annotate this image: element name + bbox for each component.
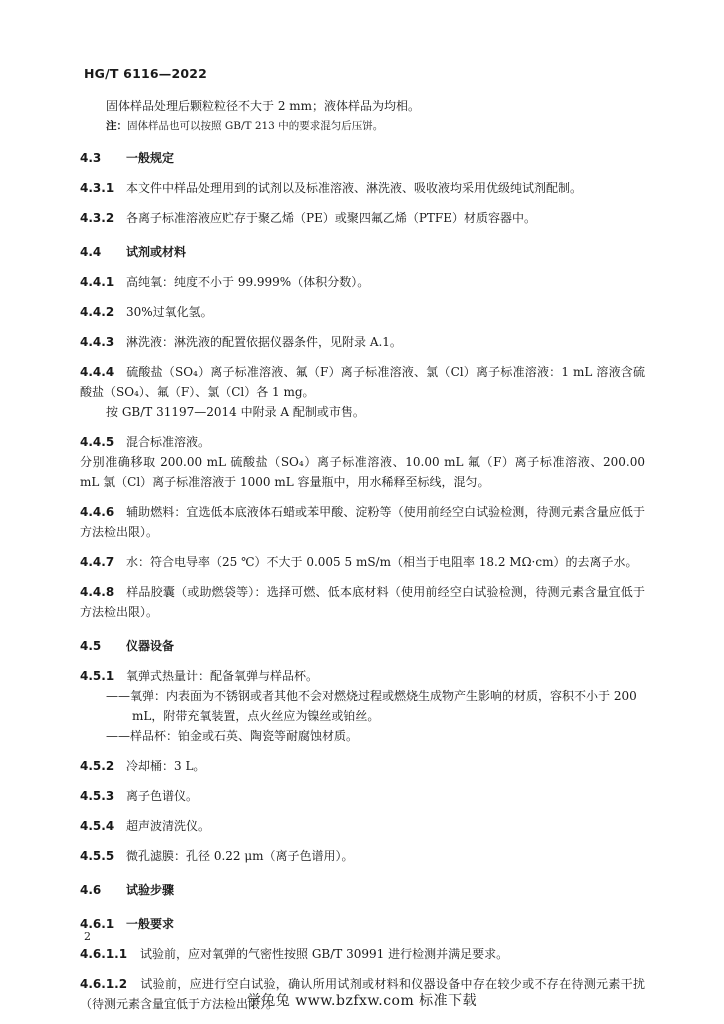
clause: 4.6.1.1 试验前，应对氧弹的气密性按照 GB/T 30991 进行检测并满足要求。 [80,947,509,961]
clause: 4.5.2 冷却桶：3 L。 [80,759,206,773]
clause: 4.5.3 离子色谱仪。 [80,789,199,803]
standard-code: HG/T 6116—2022 [84,66,208,81]
clause: 4.3.1 本文件中样品处理用到的试剂以及标准溶液、淋洗液、吸收液均采用优级纯试剂配制。 [80,181,583,195]
clause: 4.4.2 30%过氧化氢。 [80,305,213,319]
footer-watermark: 学兔兔 www.bzfxw.com 标准下载 [246,993,478,1009]
section-heading: 4.5 仪器设备 [80,639,175,653]
intro-line: 固体样品处理后颗粒粒径不大于 2 mm；液体样品为均相。 [106,99,421,113]
clause: 4.4.8 样品胶囊（或助燃袋等）：选择可燃、低本底材料（使用前经空白试验检测，待测元素含量宜低于方法检出限）。 [80,585,645,619]
note-label: 注： [106,120,127,132]
clause: 4.5.4 超声波清洗仪。 [80,819,211,833]
clause-continuation: 按 GB/T 31197—2014 中附录 A 配制或市售。 [106,405,365,419]
clause-continuation: 分别准确移取 200.00 mL 硫酸盐（SO₄）离子标准溶液、10.00 mL 氟（F）离子标准溶液、200.00 mL 氯（Cl）离子标准溶液于 1000 mL 容量瓶中，用水稀释至标线，混匀。 [80,455,645,489]
clause: 4.4.7 水：符合电导率（25 ℃）不大于 0.005 5 mS/m（相当于电阻率 18.2 MΩ·cm）的去离子水。 [80,555,638,569]
clause: 4.4.5 混合标准溶液。 [80,435,211,449]
clause: 4.4.1 高纯氧：纯度不小于 99.999%（体积分数）。 [80,275,370,289]
clause: 4.3.2 各离子标准溶液应贮存于聚乙烯（PE）或聚四氟乙烯（PTFE）材质容器中。 [80,211,537,225]
clause: 4.4.4 硫酸盐（SO₄）离子标准溶液、氟（F）离子标准溶液、氯（Cl）离子标准溶液：1 mL 溶液含硫酸盐（SO₄）、氟（F）、氯（Cl）各 1 mg。 [80,365,645,399]
section-heading: 4.4 试剂或材料 [80,245,187,259]
clause: 4.4.6 辅助燃料：宜选低本底液体石蜡或苯甲酸、淀粉等（使用前经空白试验检测，待测元素含量应低于方法检出限）。 [80,505,645,539]
note-text: 固体样品也可以按照 GB/T 213 中的要求混匀后压饼。 [127,120,384,132]
section-heading: 4.3 一般规定 [80,151,175,165]
clause: 4.5.1 氧弹式热量计：配备氧弹与样品杯。 [80,669,319,683]
dash-item: ——氧弹：内表面为不锈钢或者其他不会对燃烧过程或燃烧生成物产生影响的材质，容积不小于 200 mL，附带充氧装置，点火丝应为镍丝或铂丝。 [106,689,637,723]
page-number: 2 [84,930,91,943]
dash-item: ——样品杯：铂金或石英、陶瓷等耐腐蚀材质。 [106,729,359,743]
subsection-heading: 4.6.1 一般要求 [80,917,175,931]
clause: 4.4.3 淋洗液：淋洗液的配置依据仪器条件，见附录 A.1。 [80,335,402,349]
clause: 4.5.5 微孔滤膜：孔径 0.22 μm（离子色谱用）。 [80,849,354,863]
section-heading: 4.6 试验步骤 [80,883,175,897]
note [80,118,645,134]
clause: 4.6.1.2 试验前，应进行空白试验，确认所用试剂或材料和仪器设备中存在较少或不存在待测元素干扰（待测元素含量宜低于方法检出限）。 [80,977,645,1011]
page-content [80,96,645,1014]
